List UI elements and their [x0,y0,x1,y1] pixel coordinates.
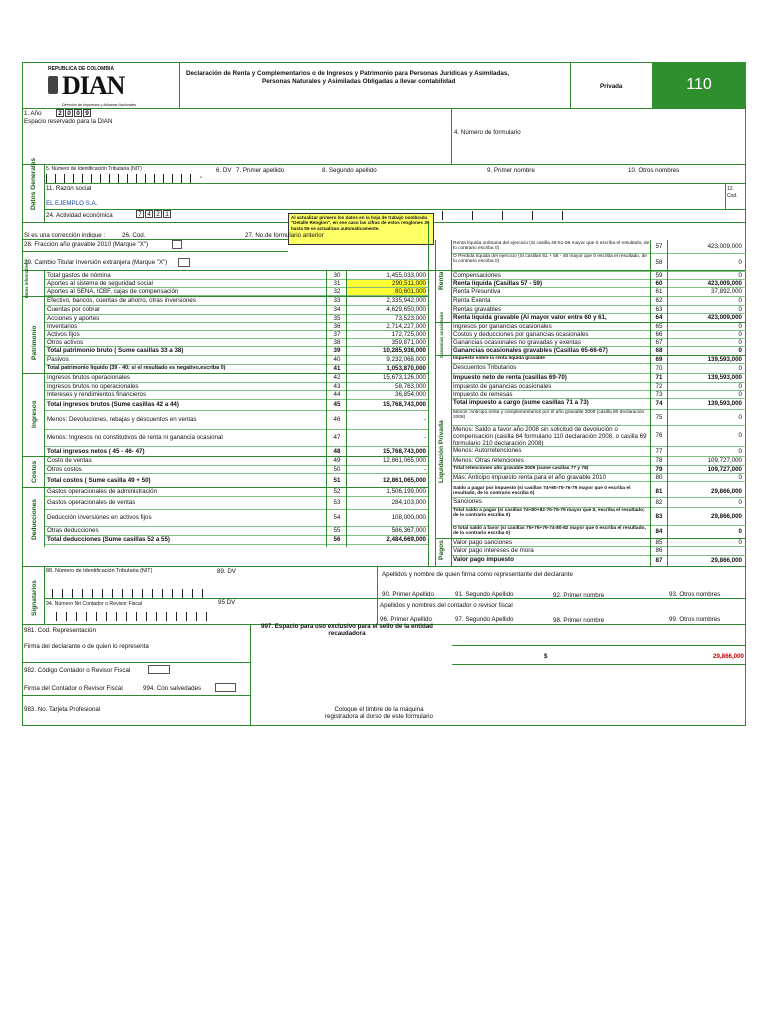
dian-logo [44,66,160,110]
row-code: 76 [655,432,663,439]
row-code: 80 [655,473,663,481]
activity-digit[interactable]: 7 [136,210,144,218]
row-label: Otros costos [47,465,82,473]
other-names-label: 10. Otros nombres [628,167,680,174]
business-name-label: 11. Razón social [46,185,92,192]
row-label: Saldo a pagar por impuesto (si casillas 74+80-75-76-79 mayor que 0 escriba el resultado, de lo contrario escriba 0) [453,486,631,497]
section-pagos: Pagos [438,540,445,560]
row-code: 45 [333,401,341,408]
second-surname-label: 8. Segundo apellido [322,167,377,174]
row-code: 43 [333,382,341,390]
row-label: Aportes al sistema de seguridad social [47,279,153,287]
tarjeta-label: 983. No. Tarjeta Profesional [24,706,101,713]
row-label: Renta Exenta [453,297,491,304]
row-value[interactable]: 0 [738,473,742,481]
row-value[interactable]: 0 [738,413,742,421]
row-label: Menos: Saldo a favor año 2008 sin solicitud de devolución o compensación (casilla 84 formulario 110 declaración 2008, o casilla 69 formulario 210 declaración 2008) [453,426,647,447]
row-label: Activos fijos [47,330,80,338]
row-label: Sanciones [453,498,482,505]
activity-digit[interactable]: 1 [163,210,171,218]
fraction-checkbox[interactable] [172,240,182,249]
row-label: Ingresos brutos operacionales [47,374,130,381]
row-value[interactable]: 1,506,199,000 [386,487,426,495]
row-value[interactable]: 0 [738,447,742,455]
row-label: Aportes al SENA, ICBF, cajas de compensación [47,287,179,295]
row-code: 59 [655,271,663,279]
row-code: 66 [655,330,663,338]
row-code: 34 [333,306,341,313]
salvedades-checkbox[interactable] [215,683,236,692]
row-code: 87 [655,557,663,564]
row-code: 82 [655,498,663,506]
row-value[interactable]: 29,866,000 [711,487,742,495]
row-label: Menos: Ingresos no constitutivos de renta ni ganancia ocasional [47,434,223,441]
row-label: Impuesto sobre la renta líquida gravable [453,356,545,361]
row-label: Rentas gravables [453,306,502,313]
row-code: 47 [333,434,341,441]
year-digit[interactable]: 2 [56,109,64,117]
nom98-label: 98. Primer nombre [553,617,605,624]
row-value[interactable]: 36,854,000 [395,390,426,398]
row-value[interactable]: 2,484,669,000 [386,535,426,543]
row-label: Total saldo a pagar (si casillas 74+80+82-75-76-79 mayor que 0, escriba el resultado; de lo contrario escriba 0) [453,508,645,519]
row-code: 57 [655,243,663,250]
row-label: Renta líquida gravable (Al mayor valor entre 60 y 61, [453,314,607,321]
row-label: Total gastos de nómina [47,271,111,279]
row-label: Valor pago intereses de mora [453,547,534,554]
row-code: 31 [333,279,341,287]
row-label: Total ingresos brutos (Sume casillas 42 a 44) [47,401,179,408]
cod12-label: 12. Cod. [727,186,738,199]
row-value[interactable]: 139,593,000 [707,400,742,407]
row-code: 74 [655,400,663,407]
row-value[interactable]: 2,335,942,000 [386,296,426,304]
otros93-label: 93. Otros nombres [669,591,721,598]
investment-change-label: 29. Cambio Titular Inversión extranjera (Marque "X") [24,259,168,266]
activity-digit[interactable]: 4 [145,210,153,218]
row-label: Menos :Anticipo renta y complementarios por el año gravable 2009 (casilla 80 declaración 2008) [453,410,645,421]
nit-label: 5. Número de Identificación Tributaria (NIT) [46,166,142,172]
first-surname-label: 7. Primer apellido [236,167,285,174]
nit-input[interactable] [46,174,196,183]
row-code: 50 [333,465,341,473]
section-signatarios: Signatarios [31,580,38,616]
dv89-label: 89. DV [217,568,236,575]
row-label: Renta líquida (Casillas 57 - 59) [453,280,543,287]
row-label: Descuentos Tributarios [453,364,517,371]
row-value[interactable]: 109,727,000 [707,465,742,473]
form-title-line2: Personas Naturales y Asimiladas Obligadas a llevar contabilidad [262,78,456,85]
row-code: 44 [333,391,341,398]
logo-tagline: Dirección de Impuestos y Aduanas Nacionales [62,103,137,107]
row-label: Ingresos brutos no operacionales [47,382,139,390]
row-value[interactable]: 0 [738,271,742,279]
row-value[interactable]: 0 [738,338,742,346]
row-value[interactable]: 0 [738,498,742,506]
row-code: 86 [655,547,663,554]
cod26-label: 26. Cod. [122,232,146,239]
row-value[interactable]: 0 [738,528,742,535]
nom92-label: 92. Primer nombre [553,592,605,599]
row-code: 35 [333,314,341,322]
row-value[interactable]: 9,232,068,000 [386,355,426,363]
row-code: 41 [333,365,341,372]
row-value[interactable]: 423,009,000 [707,243,742,250]
activity-extra-ticks [442,211,592,220]
row-value[interactable]: 0 [738,258,742,266]
business-name-value[interactable]: EL EJEMPLO S.A. [46,200,98,207]
section-costos: Costos [31,460,38,483]
rep-names-label: Apellidos y nombre de quien firma como representante del declarante [382,571,573,578]
colombia-shield-icon [48,76,58,94]
row-code: 32 [333,287,341,295]
row-value[interactable]: 586,367,000 [391,526,426,534]
row-label: Efectivo, bancos, cuentas de ahorro, otras inversiones [47,297,196,304]
row-code: 63 [655,305,663,313]
dv-label: 6. DV [216,167,232,174]
row-value[interactable]: 0 [738,364,742,372]
row-label: O Pérdida líquida del ejercicio (Si casillas 51 + 56 - 48 mayor que 0 escriba el resultado, de lo contrario escriba 0) [453,254,647,265]
row-label: Ganancias ocasionales gravables (Casillas 65-66-67) [453,347,608,354]
row-code: 73 [655,390,663,398]
form-title-line1: Declaración de Renta y Complementarios o de Ingresos y Patrimonio para Personas Jurídicas y Asimiladas, [186,70,510,77]
row-code: 52 [333,488,341,495]
ap96-label: 96. Primer Apellido [380,616,432,623]
row-value[interactable]: 0 [738,382,742,390]
year-digit[interactable]: 0 [74,109,82,117]
row-code: 75 [655,413,663,421]
row-value[interactable]: 58,763,000 [395,382,426,390]
row-label: Cuentas por cobrar [47,306,100,313]
row-label: Total patrimonio líquido (39 - 40; si el resultado es negativo,escriba 0) [47,365,226,371]
year-digit[interactable]: 0 [65,109,73,117]
row-label: Más: Anticipo impuesto renta para el año gravable 2010 [453,474,607,481]
row-value[interactable]: 0 [738,322,742,330]
fraction-label: 28. Fracción año gravable 2010 (Marque "X") [24,241,149,248]
row-code: 53 [333,499,341,506]
row-code: 46 [333,416,341,423]
nit94-input[interactable] [56,612,216,621]
row-code: 48 [333,447,341,455]
privada-label: Privada [600,83,623,90]
row-code: 77 [655,447,663,455]
row-value[interactable]: 73,523,000 [395,314,426,322]
declarant-signature-label: Firma del declarante o de quien lo representa [24,643,149,650]
row-code: 65 [655,322,663,330]
form-number: 110 [686,76,712,93]
row-code: 62 [655,297,663,304]
row-code: 79 [655,465,663,473]
row-value[interactable]: 108,000,000 [391,513,426,521]
row-value[interactable]: 15,768,743,000 [382,447,426,455]
contador-signature-label: Firma del Contador o Revisor Fiscal [24,685,123,692]
row-value[interactable]: 0 [738,390,742,398]
row-code: 72 [655,382,663,390]
cont-names-label: Apellidos y nombres del contador o revisor fiscal [380,602,513,609]
row-code: 38 [333,338,341,346]
row-code: 61 [655,288,663,295]
row-code: 49 [333,457,341,464]
row-label: Costos y deducciones por ganancias ocasionales [453,331,589,338]
year-digit[interactable]: 9 [83,109,91,117]
row-value[interactable]: 0 [738,432,742,439]
row-label: Total ingresos netos ( 45 - 46- 47) [47,447,145,455]
row-value[interactable]: 15,768,743,000 [382,400,426,408]
year-label: 1. Año [24,110,42,117]
row-code: 84 [655,528,663,535]
row-value[interactable]: 2,714,227,000 [386,322,426,330]
row-code: 68 [655,347,663,354]
row-value[interactable]: 1,455,033,000 [386,271,426,279]
section-liquidacion: Liquidación Privada [438,420,445,483]
row-value[interactable]: - [423,415,426,423]
row-label: Acciones y aportes [47,314,100,322]
section-ingresos: Ingresos [31,400,38,428]
update-note: Al actualizar primero los datos en la hoja de trabajo nombrada "Detalle Renglon", en ese caso las cifras de estos renglones 30 hasta 55 se actualizan automáticamente. [288,213,434,245]
row-code: 78 [655,457,663,464]
row-label: Total retenciones año gravable 2009 (sume casillas 77 y 78) [453,466,589,471]
nit88-label: 88. Número de Identificación Tributaria (NIT) [46,568,153,574]
logo-text: DIAN [62,71,125,100]
row-label: Ganancias ocasionales no gravadas y exentas [453,339,581,346]
correction-label: Si es una corrección indique : [24,232,106,239]
first-name-label: 9. Primer nombre [487,167,535,174]
total-payment-value: 29,866,000 [713,653,744,660]
row-code: 70 [655,364,663,372]
row-code: 64 [655,314,663,321]
row-label: Total deducciones (Sume casillas 52 a 55) [47,536,170,543]
otros99-label: 99. Otros nombres [669,616,721,623]
cod981-label: 981. Cod. Representación [24,627,96,634]
row-label: Otros activos [47,338,84,346]
row-label: Gastos operacionales de ventas [47,499,136,506]
row-code: 67 [655,338,663,346]
row-value[interactable]: 12,861,065,000 [382,456,426,464]
row-label: Renta Presuntiva [453,288,501,295]
row-code: 33 [333,297,341,304]
prev-form-label: 27. No.de formulario anterior [245,232,324,239]
section-renta: Renta [438,271,445,290]
row-code: 54 [333,514,341,521]
row-label: Intereses y rendimientos financieros [47,391,147,398]
activity-digit[interactable]: 2 [154,210,162,218]
row-value[interactable]: 37,892,000 [711,288,742,295]
section-deducciones: Deducciones [31,498,38,540]
salvedades-label: 994. Con salvedades [143,685,202,692]
row-label: Pasivos [47,356,69,363]
row-value[interactable]: 0 [738,305,742,313]
economic-activity-label: 24. Actividad económica [46,212,113,219]
cod982-label: 982. Código Contador o Revisor Fiscal [24,667,131,674]
row-value[interactable]: 359,871,000 [391,338,426,346]
row-label: Impuesto de remesas [453,391,513,398]
row-label: Gastos operacionales de administración [47,488,158,495]
row-label: Menos: Autorretenciones [453,447,522,454]
timbre-label: Coloque el timbre de la máquina registradora al dorso de este formulario [325,706,433,720]
row-label: Total costos ( Sume casilla 49 + 50) [47,476,151,484]
esp997-label: 997. Espacio para uso exclusivo para el sello de la entidad recaudadora [261,623,433,637]
row-label: Impuesto neto de renta (casillas 69-70) [453,374,567,381]
row-value[interactable]: 0 [738,330,742,338]
row-code: 85 [655,538,663,546]
row-label: Inventarios [47,322,78,330]
row-label: Menos: Otras retenciones [453,457,524,464]
row-value[interactable]: 29,866,000 [711,557,742,564]
row-label: O total saldo a favor (si casillas 75+76+79-74-80-82 mayor que 0 escriba el resultado, de lo contrario escriba 0) [453,526,646,537]
section-ganancias: Ganancias ocasionales [439,311,444,358]
row-value[interactable]: 29,866,000 [711,512,742,520]
row-value[interactable]: - [423,465,426,473]
section-datos-informativos: Datos informativos [24,260,29,298]
row-label: Valor pago sanciones [453,539,513,546]
row-label: Costo de ventas [47,457,92,464]
row-value[interactable]: 423,009,000 [707,279,742,287]
form-number-label: 4. Número de formulario [454,129,521,136]
row-value[interactable]: 0 [738,538,742,546]
row-label: Otras deducciones [47,527,99,534]
row-label: Impuesto de ganancias ocasionales [453,383,552,390]
row-label: Valor pago impuesto [453,556,514,563]
nit94-label: 94. Número Nit Contador o Revisor Fiscal [46,601,143,607]
row-code: 58 [655,258,663,266]
row-code: 42 [333,374,341,381]
row-value[interactable]: 109,727,000 [707,457,742,464]
cod982-box[interactable] [148,665,170,674]
row-code: 40 [333,356,341,363]
nit88-input[interactable] [52,589,212,598]
row-code: 39 [333,347,341,354]
ap90-label: 90. Primer Apellido [382,591,434,598]
row-label: Menos: Devoluciones, rebajas y descuentos en ventas [47,416,197,423]
row-value[interactable]: - [423,433,426,441]
row-label: Total patrimonio bruto ( Sume casillas 33 a 38) [47,347,184,354]
row-code: 55 [333,527,341,534]
row-label: Renta líquida ordinaria del ejercicio (Si casilla 48-51-56 mayor que 0 escriba el resultado, de lo contrario escriba 0) [453,241,650,252]
row-value[interactable]: 284,103,000 [391,498,426,506]
republic-label: REPUBLICA DE COLOMBIA [48,66,114,72]
row-code: 51 [333,476,341,484]
row-value[interactable]: 0 [738,347,742,354]
row-value[interactable]: 0 [738,297,742,304]
row-code: 56 [333,536,341,543]
ap97-label: 97. Segundo Apellido [455,616,514,623]
investment-change-checkbox[interactable] [178,258,190,267]
section-patrimonio: Patrimonio [31,325,38,360]
row-value[interactable]: 290,511,000 [346,280,426,287]
row-code: 83 [655,512,663,520]
row-value[interactable]: 139,593,000 [707,374,742,381]
row-code: 69 [655,355,663,363]
row-code: 60 [655,279,663,287]
row-value[interactable]: 10,285,938,000 [382,346,426,354]
row-code: 36 [333,322,341,330]
ap91-label: 91. Segundo Apellido [455,591,514,598]
row-value[interactable]: 4,629,650,000 [386,305,426,313]
row-code: 30 [333,271,341,279]
row-label: Ingresos por ganancias ocasionales [453,323,552,330]
row-value[interactable]: 423,009,000 [707,314,742,321]
row-value[interactable]: 12,861,065,000 [382,476,426,484]
reserved-label: Espacio reservado para la DIAN [24,118,113,125]
row-code: 71 [655,374,663,381]
row-label: Total impuesto a cargo (sume casillas 71 a 73) [453,399,589,406]
row-value[interactable]: 1,053,870,000 [386,364,426,372]
row-code: 81 [655,487,663,495]
row-value[interactable]: 80,601,000 [346,288,426,295]
dollar-sign: $ [544,653,548,660]
row-label: Compensaciones [453,272,501,279]
row-value[interactable]: 139,593,000 [707,355,742,363]
dv95-label: 95 DV [218,599,236,606]
row-value[interactable]: 15,673,126,000 [382,373,426,381]
row-code: 37 [333,330,341,338]
row-label: Deducción inversiones en activos fijos [47,514,152,521]
row-value[interactable]: 172,725,000 [391,330,426,338]
section-datos-generales: Datos Generales [30,157,37,210]
